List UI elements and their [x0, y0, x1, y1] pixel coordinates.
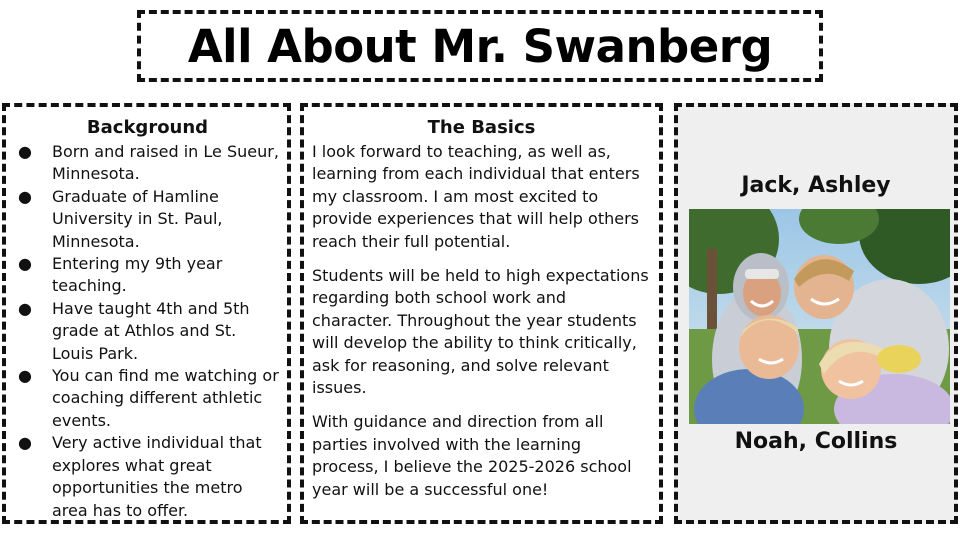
basics-paragraph: With guidance and direction from all parties involved with the learning process, I believe the 2025-2026 school year will be a successful one! — [312, 412, 632, 499]
list-item-text: Entering my 9th year teaching. — [52, 254, 223, 296]
bullet-icon: ● — [18, 298, 32, 318]
bullet-icon: ● — [18, 366, 32, 386]
bullet-icon: ● — [18, 186, 32, 206]
background-heading: Background — [86, 117, 209, 138]
photo-caption-top: Jack, Ashley — [741, 173, 891, 198]
photo-caption-bottom: Noah, Collins — [734, 429, 898, 454]
bullet-icon: ● — [18, 433, 32, 453]
basics-heading: The Basics — [427, 117, 536, 138]
title-box — [137, 10, 823, 82]
background-panel — [2, 103, 291, 524]
list-item-text: Graduate of Hamline University in St. Paul, Minnesota. — [52, 186, 223, 251]
bullet-icon: ● — [18, 254, 32, 274]
list-item — [16, 365, 279, 432]
list-item — [16, 298, 279, 365]
background-list — [16, 141, 279, 522]
photo-panel — [674, 103, 958, 524]
list-item-text: Very active individual that explores what great opportunities the metro area has to offer. — [52, 433, 262, 520]
basics-paragraph: Students will be held to high expectations regarding both school work and character. Throughout the year students will develop the ability to think critically, ask for reasoning, and solve relevant issues. — [312, 266, 649, 398]
basics-panel — [300, 103, 663, 524]
list-item — [16, 432, 279, 522]
basics-paragraph: I look forward to teaching, as well as, learning from each individual that enters my classroom. I am most excited to provide experiences that will help others reach their full potential. — [312, 142, 640, 251]
bullet-icon: ● — [18, 142, 32, 161]
family-photo — [689, 209, 950, 424]
page-title: All About Mr. Swanberg — [187, 19, 773, 73]
list-item-text: Have taught 4th and 5th grade at Athlos and St. Louis Park. — [52, 298, 250, 363]
list-item — [16, 141, 279, 186]
list-item-text: Born and raised in Le Sueur, Minnesota. — [52, 142, 279, 184]
list-item-text: You can find me watching or coaching different athletic events. — [52, 366, 279, 430]
list-item — [16, 186, 279, 253]
list-item — [16, 253, 279, 298]
